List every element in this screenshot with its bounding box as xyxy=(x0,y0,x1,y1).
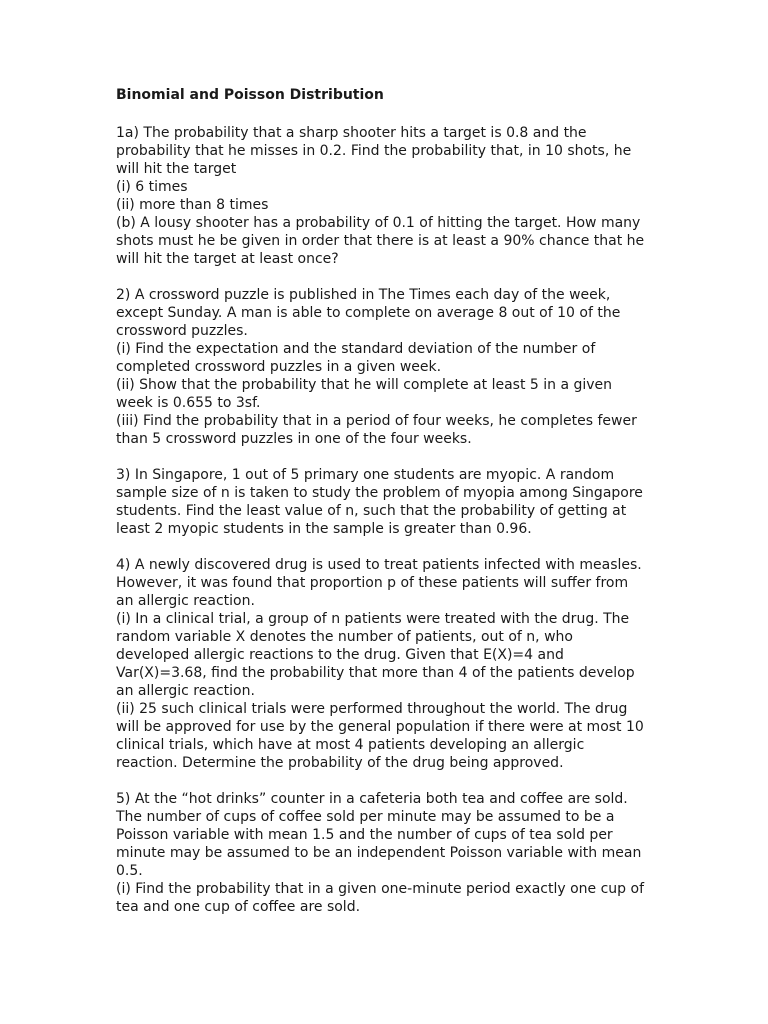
question-line: 0.5. xyxy=(116,863,143,879)
question-line: week is 0.655 to 3sf. xyxy=(116,395,261,411)
question-line: (iii) Find the probability that in a period of four weeks, he completes fewer xyxy=(116,413,637,429)
question-line: will hit the target xyxy=(116,161,237,177)
question-line: (ii) 25 such clinical trials were performed throughout the world. The drug xyxy=(116,701,628,717)
question-line: Poisson variable with mean 1.5 and the number of cups of tea sold per xyxy=(116,827,613,843)
question-line: than 5 crossword puzzles in one of the four weeks. xyxy=(116,431,472,447)
question-1 xyxy=(116,124,661,268)
question-line: (i) 6 times xyxy=(116,179,188,195)
question-4 xyxy=(116,556,661,772)
question-line: 1a) The probability that a sharp shooter hits a target is 0.8 and the xyxy=(116,125,587,141)
question-line: (ii) Show that the probability that he will complete at least 5 in a given xyxy=(116,377,613,393)
question-line: except Sunday. A man is able to complete on average 8 out of 10 of the xyxy=(116,305,621,321)
question-line: will be approved for use by the general population if there were at most 10 xyxy=(116,719,644,735)
question-line: developed allergic reactions to the drug. Given that E(X)=4 and xyxy=(116,647,564,663)
question-line: tea and one cup of coffee are sold. xyxy=(116,899,361,915)
question-line: 4) A newly discovered drug is used to treat patients infected with measles. xyxy=(116,557,642,573)
question-line: completed crossword puzzles in a given week. xyxy=(116,359,442,375)
question-line: an allergic reaction. xyxy=(116,593,255,609)
question-line: 5) At the “hot drinks” counter in a cafeteria both tea and coffee are sold. xyxy=(116,791,628,807)
question-line: reaction. Determine the probability of the drug being approved. xyxy=(116,755,564,771)
question-line: (i) In a clinical trial, a group of n patients were treated with the drug. The xyxy=(116,611,630,627)
question-line: will hit the target at least once? xyxy=(116,251,339,267)
question-line: sample size of n is taken to study the problem of myopia among Singapore xyxy=(116,485,643,501)
question-line: (i) Find the probability that in a given one-minute period exactly one cup of xyxy=(116,881,645,897)
question-line: However, it was found that proportion p of these patients will suffer from xyxy=(116,575,629,591)
question-line: crossword puzzles. xyxy=(116,323,248,339)
question-line: (b) A lousy shooter has a probability of 0.1 of hitting the target. How many xyxy=(116,215,641,231)
question-line: minute may be assumed to be an independent Poisson variable with mean xyxy=(116,845,642,861)
question-line: Var(X)=3.68, find the probability that more than 4 of the patients develop xyxy=(116,665,635,681)
question-line: 2) A crossword puzzle is published in The Times each day of the week, xyxy=(116,287,611,303)
question-line: least 2 myopic students in the sample is greater than 0.96. xyxy=(116,521,532,537)
question-3 xyxy=(116,466,661,538)
question-line: probability that he misses in 0.2. Find the probability that, in 10 shots, he xyxy=(116,143,632,159)
question-line: clinical trials, which have at most 4 patients developing an allergic xyxy=(116,737,585,753)
question-line: The number of cups of coffee sold per minute may be assumed to be a xyxy=(116,809,615,825)
question-list xyxy=(116,124,661,916)
question-line: students. Find the least value of n, such that the probability of getting at xyxy=(116,503,627,519)
document-title: Binomial and Poisson Distribution xyxy=(116,87,384,103)
question-line: an allergic reaction. xyxy=(116,683,255,699)
question-line: 3) In Singapore, 1 out of 5 primary one students are myopic. A random xyxy=(116,467,615,483)
question-line: random variable X denotes the number of patients, out of n, who xyxy=(116,629,573,645)
question-5 xyxy=(116,790,661,916)
question-line: (ii) more than 8 times xyxy=(116,197,269,213)
question-line: (i) Find the expectation and the standard deviation of the number of xyxy=(116,341,596,357)
question-2 xyxy=(116,286,661,448)
question-line: shots must he be given in order that there is at least a 90% chance that he xyxy=(116,233,645,249)
document-page xyxy=(116,84,661,934)
